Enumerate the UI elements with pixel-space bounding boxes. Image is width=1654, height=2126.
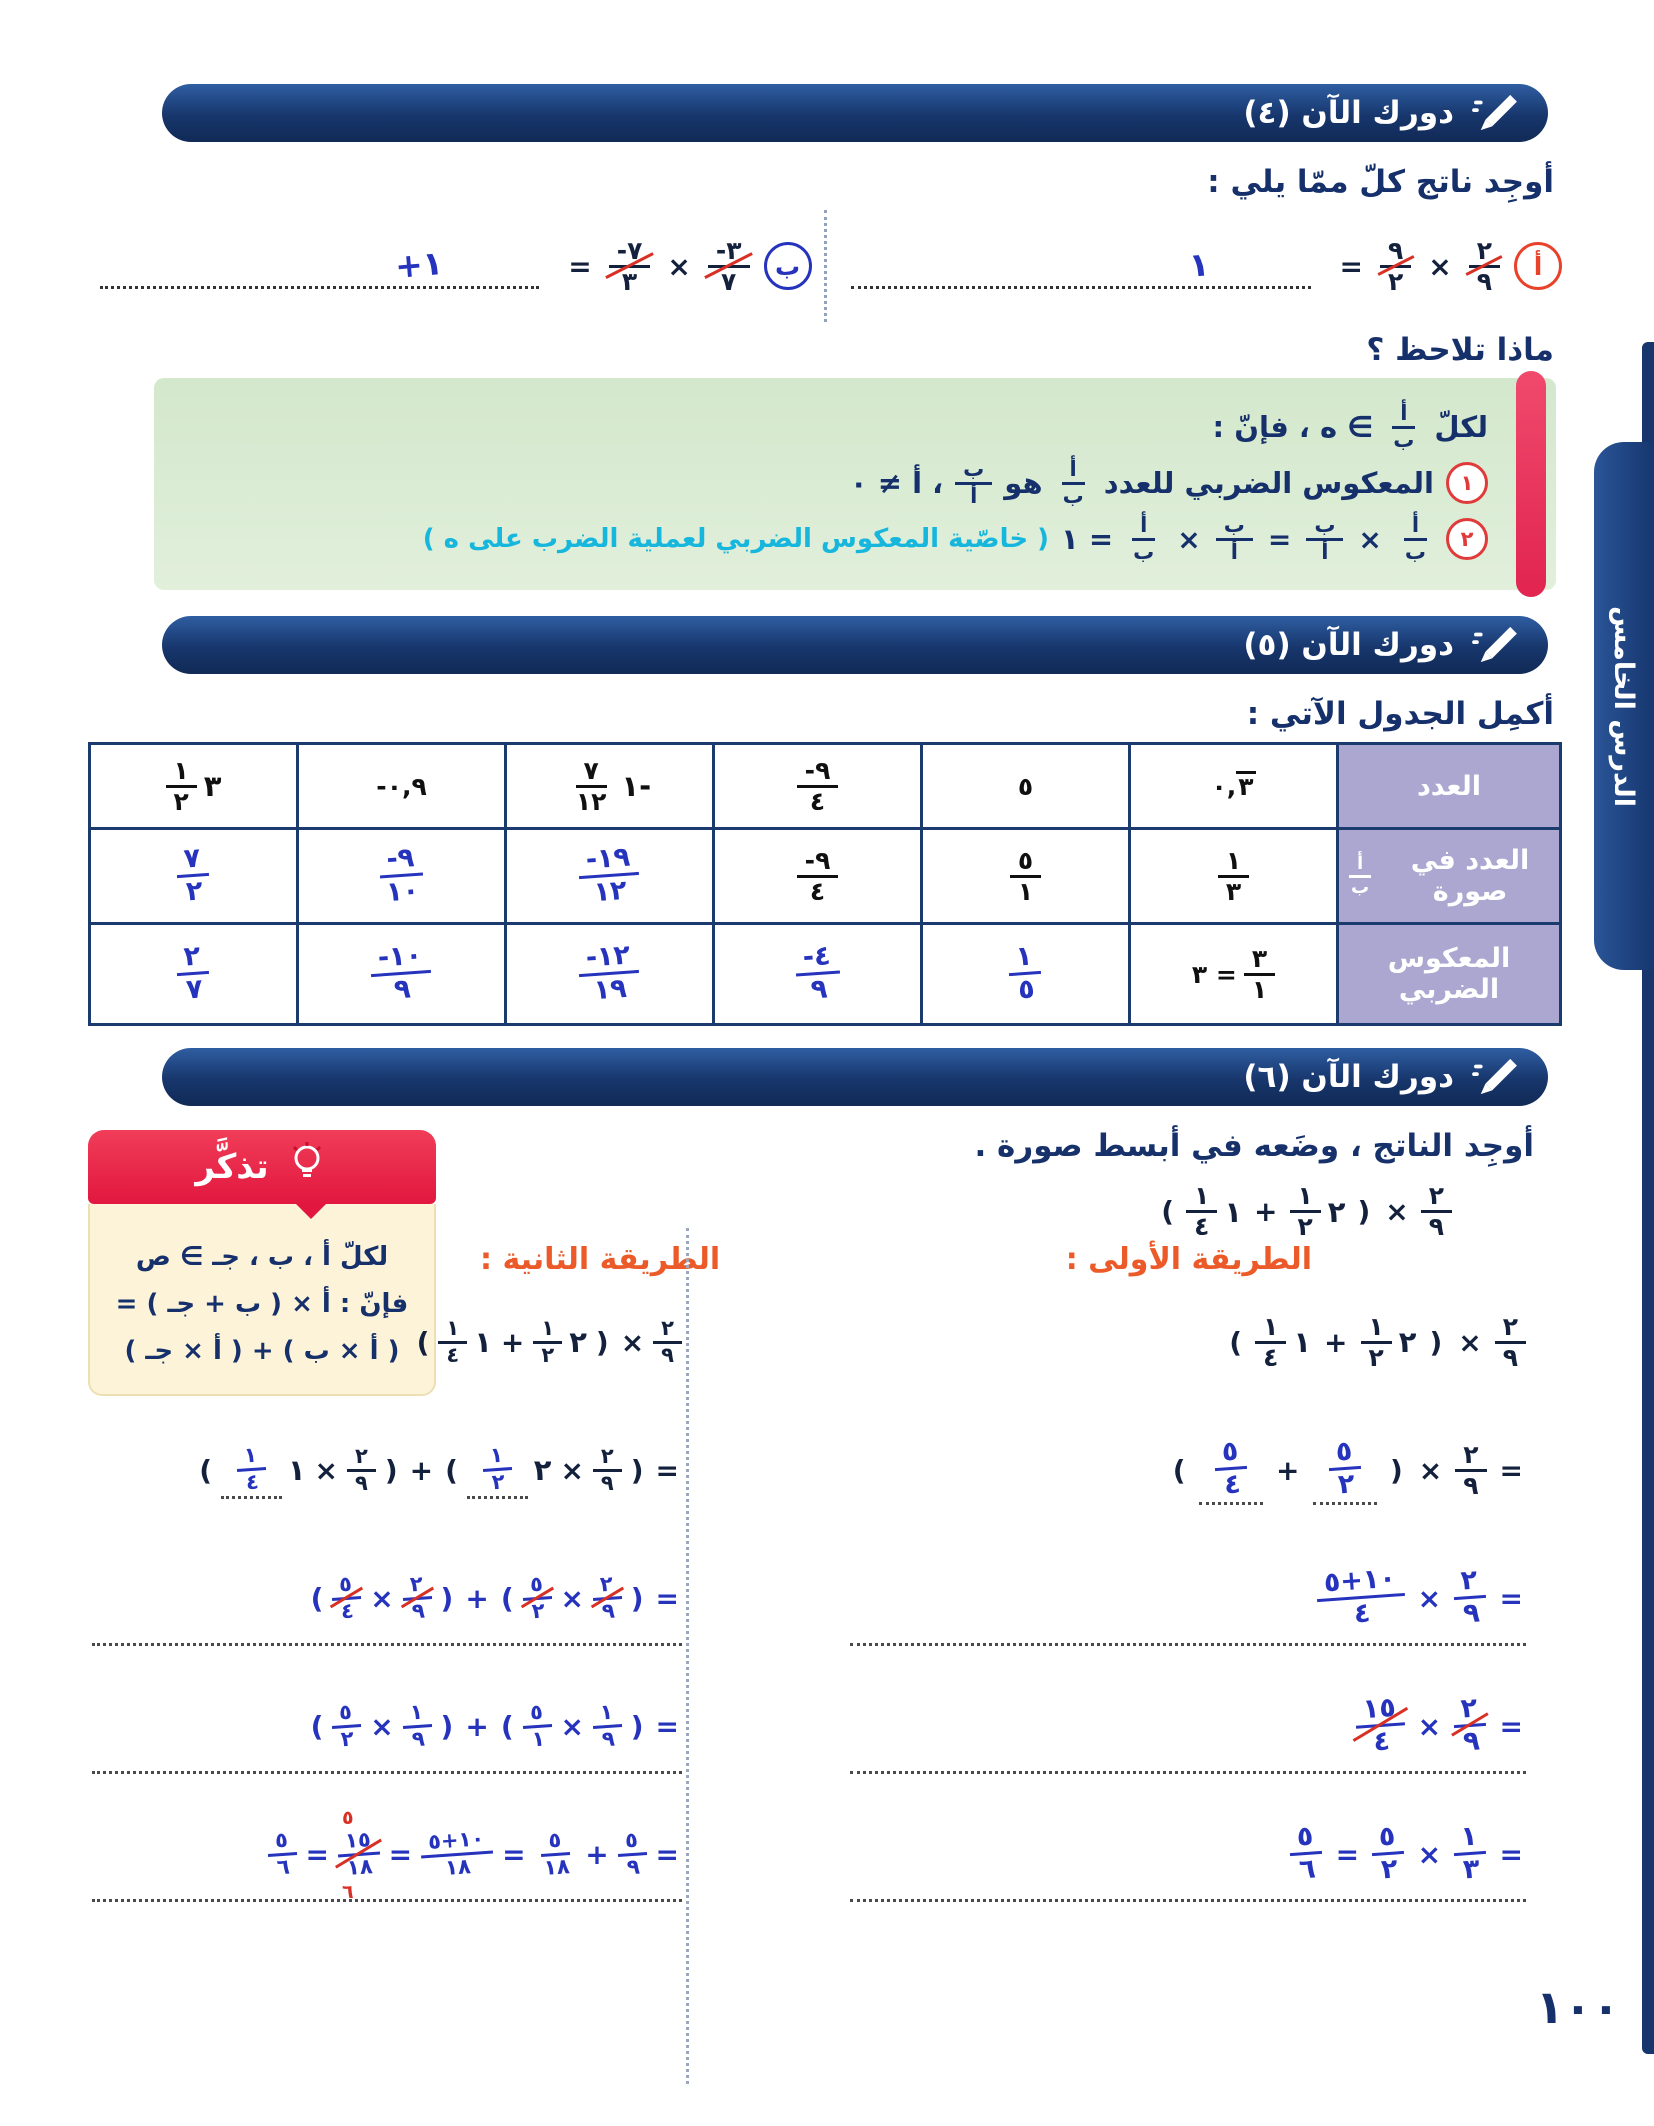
row-header-inverse	[1338, 924, 1561, 1025]
fraction: $\frac{٢}{٩}$	[653, 1317, 682, 1367]
mixed-number	[166, 757, 222, 816]
fraction: $\frac{\text{أ}}{\text{ب}}$	[1062, 457, 1084, 508]
rule2-property-note: ( خاصّية المعكوس الضربي لعملية الضرب على ه )	[422, 524, 1050, 555]
close-paren: )	[1172, 1453, 1186, 1487]
handwritten-fraction: $\frac{٧}{٢}$	[175, 843, 212, 909]
multiply-sign: ×	[560, 1453, 584, 1487]
sec4-problems	[88, 210, 1562, 322]
row-header-label: المعكوس الضربي	[1387, 943, 1511, 1006]
table-row-inverse	[90, 924, 1561, 1025]
method1-column	[850, 1292, 1526, 1932]
rule-item-1	[184, 458, 1488, 508]
whole-part: ٢	[1398, 1325, 1417, 1360]
sec4-prompt: أوجِد ناتج كلّ ممّا يلي :	[1207, 164, 1554, 200]
handwritten-answer: +١	[393, 242, 445, 286]
fraction: $\frac{\text{أ}}{\text{ب}}$	[1343, 854, 1377, 897]
mixed-number	[1255, 1313, 1311, 1372]
equals-sign: =	[655, 1709, 679, 1743]
whole-part: ١	[1224, 1194, 1243, 1229]
handwritten-fraction: $\frac{٥}{٢}$	[1370, 1821, 1407, 1887]
equals-sign: =	[1335, 1837, 1360, 1871]
whole-part: ٢	[1327, 1194, 1346, 1229]
table-row-number	[90, 744, 1561, 829]
fraction: $\frac{\text{ب}}{\text{أ}}$	[1306, 514, 1343, 564]
cell-inverse-1	[1130, 924, 1338, 1025]
sec4-notice: ماذا تلاحظ ؟	[1366, 332, 1554, 368]
multiply-sign: ×	[1417, 1837, 1442, 1871]
header-text: العدد في صورة	[1410, 845, 1530, 908]
multiply-sign: ×	[1417, 1581, 1442, 1615]
handwritten-fraction: $\frac{٥}{٤}$	[331, 1572, 363, 1624]
fraction: $\frac{٢}{٩}$	[1421, 1182, 1452, 1241]
plus-sign: +	[1276, 1453, 1300, 1487]
handwritten-fraction: $\frac{١٥}{١٨}$	[336, 1828, 381, 1881]
rule1-text-post: ، أ ≠ ٠	[849, 466, 944, 501]
rule-item-2	[184, 514, 1488, 564]
cell-number-2	[922, 744, 1130, 829]
fraction: $\frac{١}{٢}$	[166, 757, 197, 816]
handwritten-fraction: $\frac{١}{٣}$	[1452, 1821, 1489, 1887]
plus-sign: +	[465, 1709, 489, 1743]
multiply-sign: ×	[314, 1453, 339, 1487]
mixed-number	[533, 1317, 587, 1367]
whole-part: ١	[474, 1325, 492, 1360]
mixed-number	[1186, 1182, 1242, 1241]
mixed-number	[568, 757, 651, 816]
red-correction-bottom: ٦	[341, 1881, 354, 1904]
table-row-fraction-form	[90, 829, 1561, 924]
fraction: $\frac{١}{٣}$	[1218, 847, 1249, 906]
method2-column	[92, 1292, 682, 1932]
m2-line1-expression	[92, 1292, 682, 1392]
close-paren: )	[500, 1709, 514, 1743]
sec6-work-area	[88, 1128, 1562, 2124]
fill-blank[interactable]	[1199, 1435, 1263, 1505]
handwritten-fraction: $\frac{-٩}{١٠}$	[375, 843, 428, 910]
fraction: $\frac{٣}{١}$	[1244, 945, 1275, 1004]
whole-part: ٣	[203, 769, 222, 804]
close-paren: )	[445, 1453, 458, 1487]
handwritten-fraction: $\frac{-١٠}{٩}$	[369, 940, 433, 1008]
lightbulb-icon	[285, 1141, 329, 1194]
cell-inverse-4[interactable]	[506, 924, 714, 1025]
lesson-tab-label: الدرس الخامس	[1608, 605, 1640, 807]
equals-sign: =	[655, 1453, 679, 1487]
fraction: $\frac{٢}{٩}$	[593, 1445, 622, 1495]
handwritten-fraction: $\frac{-١٩}{١٢}$	[577, 842, 641, 910]
cell-number-1	[1130, 744, 1338, 829]
red-correction-top: ٥	[341, 1807, 354, 1830]
open-paren: (	[440, 1709, 454, 1743]
fill-blank[interactable]	[467, 1442, 528, 1499]
fraction: $\frac{١}{٢}$	[533, 1317, 562, 1367]
fraction: $\frac{٧}{١٢}$	[575, 755, 607, 816]
equals-value: = ٣	[1191, 960, 1237, 990]
row-header-number	[1338, 744, 1561, 829]
fraction: $\frac{١}{٢}$	[1290, 1182, 1321, 1241]
handwritten-fraction: $\frac{٢}{٩}$	[1452, 1693, 1489, 1759]
handwritten-fraction: $\frac{٢}{٩}$	[401, 1572, 433, 1624]
open-paren: (	[1429, 1325, 1443, 1359]
decimal-part: ٠,	[1211, 771, 1237, 801]
multiply-sign: ×	[1428, 249, 1452, 283]
whole-part: ٢	[533, 1453, 552, 1488]
section-title: دورك الآن (٤)	[1243, 95, 1454, 131]
fill-blank[interactable]	[221, 1442, 282, 1499]
close-paren: )	[416, 1325, 430, 1359]
plus-sign: +	[1254, 1195, 1278, 1229]
multiply-sign: ×	[1177, 522, 1201, 556]
multiply-sign: ×	[370, 1709, 394, 1743]
cell-inverse-6[interactable]	[90, 924, 298, 1025]
m2-line4-work[interactable]	[92, 1676, 682, 1776]
fraction: $\frac{\text{أ}}{\text{ب}}$	[1404, 513, 1426, 564]
expression	[1158, 1182, 1452, 1241]
remember-line-1: لكلّ أ ، ب ، جـ ∋ ص	[135, 1242, 389, 1273]
m1-line4-work[interactable]	[850, 1676, 1526, 1776]
sec5-prompt: أكمِل الجدول الآتي :	[1246, 696, 1554, 733]
fraction: $\frac{\text{أ}}{\text{ب}}$	[1133, 513, 1155, 564]
handwritten-result: $\frac{٥}{٦}$	[1288, 1821, 1325, 1887]
fraction: $\frac{١}{٤}$	[1186, 1182, 1217, 1241]
cell-form-1	[1130, 829, 1338, 924]
cell-number-5	[298, 744, 506, 829]
mixed-number	[1361, 1313, 1417, 1372]
multiply-sign: ×	[620, 1325, 645, 1359]
fraction: $\frac{٩}{٢}$	[1380, 237, 1411, 296]
problem-a-label: أ	[1514, 242, 1562, 290]
rule-intro-post: ∋ ه ، فإنّ :	[1212, 410, 1374, 445]
fraction: $\frac{١}{٤}$	[1255, 1313, 1286, 1372]
fraction: $\frac{٥}{١}$	[1010, 847, 1041, 906]
repeating-decimal	[1211, 771, 1255, 800]
handwritten-fraction: $\frac{٥}{٢}$	[1326, 1436, 1363, 1502]
fraction: $\frac{-٣}{٧}$	[708, 237, 750, 296]
mixed-number	[1290, 1182, 1346, 1241]
remember-header	[88, 1130, 436, 1204]
pencil-icon	[1472, 93, 1518, 133]
handwritten-fraction: $\frac{١٠+٥}{١٨}$	[419, 1827, 494, 1882]
handwritten-fraction: $\frac{-١٢}{١٩}$	[577, 940, 641, 1008]
fraction: $\frac{\text{ب}}{\text{أ}}$	[955, 458, 992, 508]
handwritten-fraction: $\frac{١٥}{٤}$	[1353, 1693, 1406, 1760]
close-paren: )	[1161, 1195, 1175, 1229]
cell-inverse-3[interactable]	[714, 924, 922, 1025]
handwritten-fraction: $\frac{٢}{٩}$	[591, 1572, 623, 1624]
fill-blank[interactable]	[1313, 1435, 1377, 1505]
fraction: $\frac{١}{٢}$	[1361, 1313, 1392, 1372]
remember-line-3: ( أ × ب ) + ( أ × جـ )	[124, 1335, 400, 1366]
multiply-sign: ×	[667, 249, 691, 283]
rational-numbers-table	[88, 742, 1562, 1026]
remember-title: تذكَّر	[195, 1147, 269, 1188]
handwritten-fraction: $\frac{١٠+٥}{٤}$	[1314, 1563, 1406, 1632]
open-paren: (	[630, 1453, 644, 1487]
cell-form-2	[922, 829, 1130, 924]
handwritten-fraction: $\frac{١}{٩}$	[401, 1700, 433, 1752]
pencil-icon	[1472, 1057, 1518, 1097]
sec6-prompt: أوجِد الناتج ، وضَعه في أبسط صورة .	[974, 1128, 1534, 1165]
multiply-sign: ×	[1385, 1195, 1409, 1229]
close-paren: )	[1229, 1325, 1243, 1359]
problem-b-label: ب	[764, 242, 812, 290]
multiply-sign: ×	[1418, 1453, 1443, 1487]
fraction: $\frac{\text{ب}}{\text{أ}}$	[1216, 514, 1253, 564]
page-number: ١٠٠	[1535, 1980, 1620, 2034]
handwritten-answer: ١	[1187, 243, 1211, 285]
multiply-sign: ×	[1417, 1709, 1442, 1743]
cell-form-6[interactable]	[90, 829, 298, 924]
whole-part: ١	[1293, 1325, 1312, 1360]
open-paren: (	[440, 1581, 454, 1615]
handwritten-fraction: $\frac{٥}{١}$	[521, 1700, 553, 1752]
open-paren: (	[1390, 1453, 1403, 1487]
open-paren: (	[1357, 1195, 1371, 1229]
dotted-separator	[824, 210, 827, 322]
open-paren: (	[630, 1709, 644, 1743]
row-header-label: العدد	[1416, 770, 1482, 802]
plus-sign: +	[465, 1581, 489, 1615]
handwritten-fraction: $\frac{٥}{٩}$	[616, 1828, 648, 1880]
equals-sign: =	[655, 1581, 679, 1615]
m2-line3-work[interactable]	[92, 1548, 682, 1648]
fraction: $\frac{-٩}{٤}$	[797, 757, 839, 816]
cell-inverse-2[interactable]	[922, 924, 1130, 1025]
pencil-icon	[1472, 625, 1518, 665]
multiply-sign: ×	[1458, 1325, 1482, 1359]
equals-sign: =	[1499, 1709, 1523, 1743]
equals-sign: =	[1267, 522, 1292, 556]
cell-number-3	[714, 744, 922, 829]
section-band-6	[162, 1048, 1548, 1106]
cell-number-4	[506, 744, 714, 829]
equals-sign: =	[1499, 1837, 1523, 1871]
close-paren: )	[310, 1581, 324, 1615]
fraction: $\frac{-٧}{٣}$	[609, 237, 651, 296]
fraction: $\frac{٢}{٩}$	[1469, 237, 1500, 296]
section-title: دورك الآن (٥)	[1243, 627, 1454, 664]
plus-sign: +	[409, 1453, 434, 1487]
open-paren: (	[595, 1325, 609, 1359]
fraction: $\frac{١}{٤}$	[438, 1317, 467, 1367]
handwritten-fraction: $\frac{٢}{٧}$	[175, 941, 212, 1007]
plus-sign: +	[500, 1325, 525, 1359]
handwritten-fraction: $\frac{١}{٤}$	[235, 1443, 267, 1495]
m1-line2-blanks[interactable]	[850, 1420, 1526, 1520]
rule-intro-pre: لكلّ	[1434, 410, 1488, 445]
row-header-label	[1343, 845, 1555, 907]
inverse-example	[1192, 945, 1275, 1004]
rule-box-accent-bar	[1516, 371, 1546, 597]
handwritten-fraction: $\frac{١}{٢}$	[481, 1443, 513, 1495]
section-band-4	[162, 84, 1548, 142]
m1-line5-result[interactable]	[850, 1804, 1526, 1904]
handwritten-fraction: $\frac{٢}{٩}$	[1452, 1565, 1489, 1631]
multiply-sign: ×	[1358, 522, 1382, 556]
cell-form-3	[714, 829, 922, 924]
plus-sign: +	[585, 1837, 609, 1871]
open-paren: (	[384, 1453, 398, 1487]
close-paren: )	[310, 1709, 324, 1743]
handwritten-result: $\frac{٥}{٦}$	[266, 1828, 298, 1880]
remember-line-2: فإنّ : أ × ( ب + جـ ) =	[115, 1288, 409, 1319]
equals-sign: =	[502, 1837, 526, 1871]
methods-dotted-separator	[686, 1228, 689, 2084]
close-paren: )	[199, 1453, 213, 1487]
cell-number-6	[90, 744, 298, 829]
equals-sign: =	[1499, 1453, 1523, 1487]
problem-a	[839, 237, 1563, 296]
method1-title: الطريقة الأولى :	[1065, 1242, 1312, 1278]
m2-line2-distribute[interactable]	[92, 1420, 682, 1520]
fraction: $\frac{٢}{٩}$	[1495, 1313, 1526, 1372]
handwritten-fraction: $\frac{٥}{٢}$	[521, 1572, 553, 1624]
cell-form-5[interactable]	[298, 829, 506, 924]
repeating-digit: ٣	[1238, 772, 1254, 802]
m1-line3-work[interactable]	[850, 1548, 1526, 1648]
answer-line-b[interactable]	[100, 244, 539, 289]
handwritten-fraction: $\frac{١}{٩}$	[591, 1700, 623, 1752]
rule-box	[154, 378, 1556, 590]
equals-sign: =	[568, 249, 592, 283]
cancelled-fraction-wrap	[338, 1807, 380, 1904]
m2-line5-result[interactable]	[92, 1804, 682, 1904]
mixed-number	[438, 1317, 492, 1367]
fraction: $\frac{-٩}{٤}$	[797, 847, 839, 906]
fraction: $\frac{٢}{٩}$	[1455, 1441, 1486, 1500]
handwritten-fraction: $\frac{-٤}{٩}$	[793, 941, 841, 1007]
whole-part: ١	[287, 1453, 306, 1488]
section-title: دورك الآن (٦)	[1243, 1059, 1454, 1096]
rule2-result: = ١	[1061, 522, 1114, 557]
number-value: -٠,٩	[376, 771, 427, 801]
whole-part: ٢	[569, 1325, 587, 1360]
item-number-circle: ٢	[1446, 518, 1488, 560]
number-value: ٥	[1017, 771, 1034, 801]
rule-intro	[184, 402, 1488, 452]
fraction: $\frac{\text{أ}}{\text{ب}}$	[1393, 401, 1415, 452]
multiply-sign: ×	[560, 1581, 584, 1615]
fraction: $\frac{٢}{٩}$	[347, 1445, 376, 1495]
equals-sign: =	[655, 1837, 679, 1871]
close-paren: )	[500, 1581, 514, 1615]
open-paren: (	[630, 1581, 644, 1615]
section-band-5	[162, 616, 1548, 674]
problem-b	[88, 237, 812, 296]
whole-part: -١	[621, 769, 652, 804]
rule1-text-mid: هو	[1004, 466, 1043, 501]
rule1-text: المعكوس الضربي للعدد	[1103, 466, 1434, 501]
row-header-fraction-form	[1338, 829, 1561, 924]
multiply-sign: ×	[370, 1581, 394, 1615]
handwritten-fraction: $\frac{٥}{٢}$	[331, 1700, 363, 1752]
lesson-side-tab[interactable]	[1594, 442, 1654, 970]
handwritten-fraction: $\frac{٥}{٤}$	[1212, 1436, 1249, 1502]
answer-line-a[interactable]	[851, 244, 1311, 289]
cell-form-4[interactable]	[506, 829, 714, 924]
multiply-sign: ×	[560, 1709, 584, 1743]
handwritten-fraction: $\frac{١}{٥}$	[1007, 941, 1044, 1007]
equals-sign: =	[1339, 249, 1363, 283]
equals-sign: =	[305, 1837, 329, 1871]
cell-inverse-5[interactable]	[298, 924, 506, 1025]
method2-title: الطريقة الثانية :	[480, 1242, 721, 1278]
equals-sign: =	[1499, 1581, 1523, 1615]
equals-sign: =	[388, 1837, 413, 1871]
plus-sign: +	[1324, 1325, 1348, 1359]
m1-line1-expression	[850, 1292, 1526, 1392]
handwritten-fraction: $\frac{٥}{١٨}$	[533, 1828, 578, 1881]
item-number-circle: ١	[1446, 462, 1488, 504]
